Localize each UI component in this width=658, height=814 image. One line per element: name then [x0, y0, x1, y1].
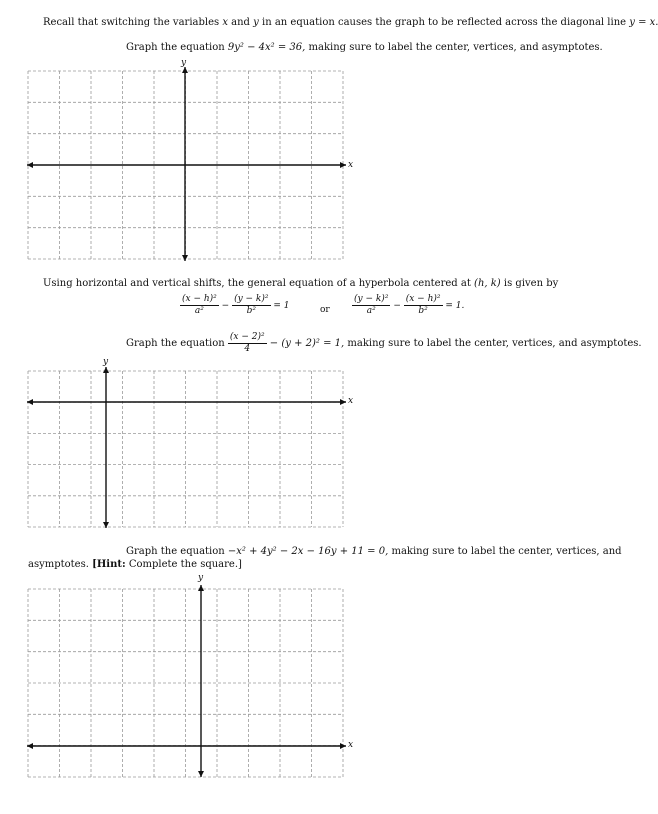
x-axis-arrow-left-icon [27, 743, 33, 749]
intro-text-and: and [231, 17, 250, 28]
problem-1-prefix: Graph the equation [126, 42, 225, 53]
problem-3-asymptotes: asymptotes. [28, 559, 89, 570]
y-axis-arrow-up-icon [198, 585, 204, 591]
problem-1-suffix: making sure to label the center, vertices, and asymptotes. [308, 42, 603, 53]
hint-label: [Hint: [92, 559, 126, 570]
form-2-num-2: (x − h)² [405, 294, 441, 304]
problem-2-frac-num: (x − 2)² [229, 332, 265, 342]
problem-2-frac-den: 4 [244, 344, 251, 354]
form-1-equals: = 1 [273, 301, 290, 311]
graph-3-x-label: x [348, 740, 354, 750]
x-axis-arrow-right-icon [340, 743, 346, 749]
intro-text-before: Recall that switching the variables [43, 17, 220, 28]
shifts-text-body: Using horizontal and vertical shifts, the general equation of a hyperbola centered at [43, 278, 471, 289]
problem-2-equation-rest: − (y + 2)² = 1, [269, 338, 345, 349]
problem-2-prefix: Graph the equation [126, 338, 225, 349]
graph-1-x-label: x [348, 160, 354, 170]
shifts-text-end: is given by [503, 278, 559, 289]
intro-var-y: y [253, 17, 259, 28]
form-2-num-1: (y − k)² [354, 294, 389, 304]
form-2-den-1: a² [366, 306, 376, 316]
form-2-minus: − [393, 301, 401, 311]
graph-3-y-label: y [198, 573, 204, 583]
graph-2-y-label: y [103, 357, 109, 367]
problem-3-equation: −x² + 4y² − 2x − 16y + 11 = 0, [227, 546, 389, 557]
problem-3-suffix: making sure to label the center, vertices, and [391, 546, 622, 557]
form-2-den-2: b² [418, 306, 428, 316]
y-axis-arrow-down-icon [198, 771, 204, 777]
form-1-num-2: (y − k)² [234, 294, 269, 304]
intro-line-equation: y = x. [629, 17, 658, 28]
form-1-den-2: b² [246, 306, 256, 316]
problem-3-prefix: Graph the equation [126, 546, 225, 557]
form-1-minus: − [221, 301, 230, 311]
intro-text-after: in an equation causes the graph to be reflected across the diagonal line [262, 17, 627, 28]
form-2-equals: = 1. [445, 301, 465, 311]
graph-2-x-label: x [348, 396, 354, 406]
form-1-den-1: a² [194, 306, 204, 316]
problem-1-equation: 9y² − 4x² = 36, [227, 42, 306, 53]
form-1-num-1: (x − h)² [182, 294, 217, 304]
hint-text: Complete the square.] [128, 559, 242, 570]
or-text: or [320, 305, 330, 315]
graph-1-y-label: y [181, 58, 187, 68]
problem-2-suffix: making sure to label the center, vertices, and asymptotes. [347, 338, 642, 349]
intro-var-x: x [222, 17, 228, 28]
shifts-center-point: (h, k) [474, 278, 501, 289]
